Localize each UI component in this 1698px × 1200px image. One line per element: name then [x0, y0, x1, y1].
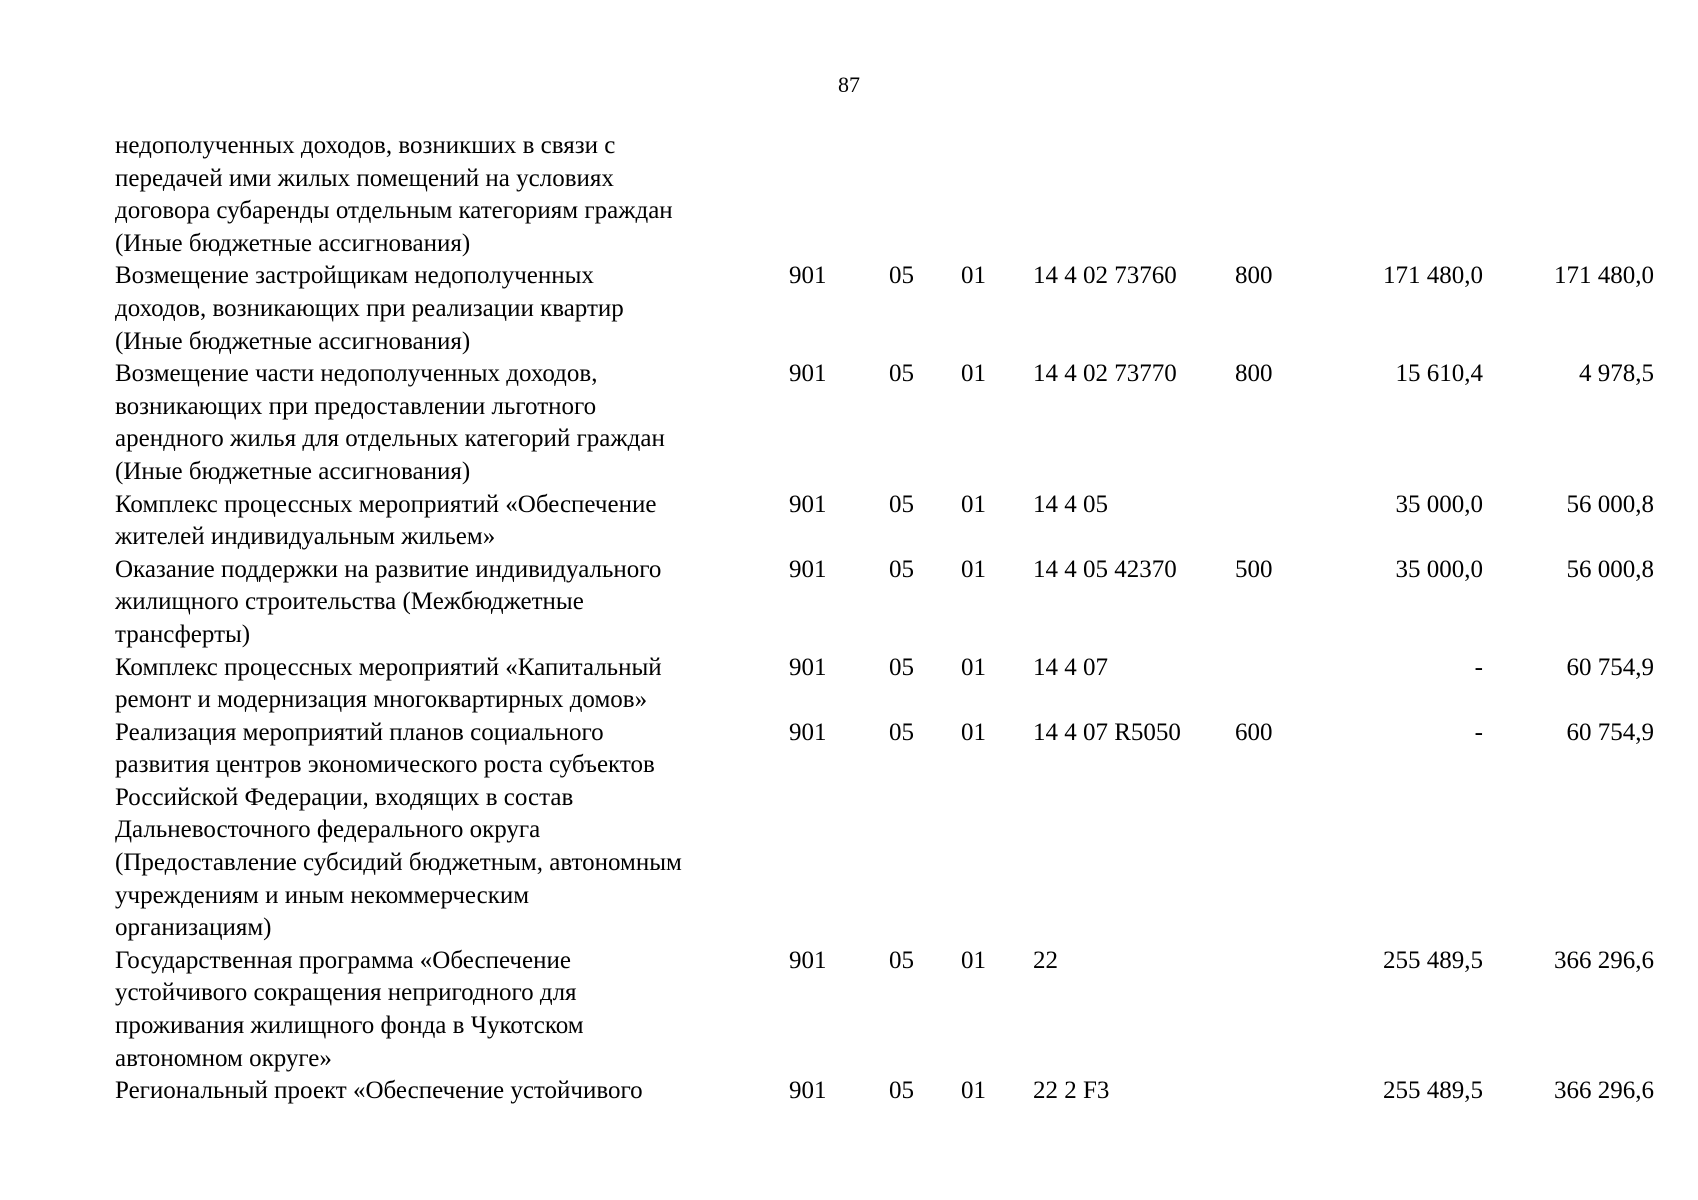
description-line: Возмещение застройщикам недополученных — [115, 262, 594, 290]
section-code-cell: 05 — [889, 946, 914, 974]
description-line: Региональный проект «Обеспечение устойчивого — [115, 1077, 643, 1105]
target-article-cell: 14 4 02 73760 — [1033, 262, 1177, 290]
description-line: ремонт и модернизация многоквартирных домов» — [115, 686, 648, 714]
section-code-cell: 05 — [889, 555, 914, 583]
section-code-cell: 05 — [889, 718, 914, 746]
table-row — [0, 717, 1698, 945]
expense-description-cell — [115, 260, 785, 358]
subsection-code-cell: 01 — [961, 360, 986, 388]
amount-year1-cell: 15 610,4 — [1395, 360, 1483, 388]
grbs-code-cell: 901 — [789, 360, 827, 388]
expense-type-cell: 500 — [1235, 555, 1273, 583]
description-line: Дальневосточного федерального округа — [115, 816, 541, 844]
expense-description-cell — [115, 717, 785, 945]
grbs-code-cell: 901 — [789, 555, 827, 583]
amount-year1-cell: 255 489,5 — [1383, 1077, 1483, 1105]
expense-description-cell — [115, 489, 785, 554]
description-line: возникающих при предоставлении льготного — [115, 392, 597, 420]
description-line: организациям) — [115, 914, 272, 942]
target-article-cell: 22 2 F3 — [1033, 1077, 1110, 1105]
description-line: Возмещение части недополученных доходов, — [115, 360, 598, 388]
table-row — [0, 554, 1698, 652]
amount-year1-cell: 35 000,0 — [1395, 555, 1483, 583]
subsection-code-cell: 01 — [961, 946, 986, 974]
target-article-cell: 14 4 07 — [1033, 653, 1108, 681]
description-line: учреждениям и иным некоммерческим — [115, 881, 530, 909]
grbs-code-cell: 901 — [789, 718, 827, 746]
description-line: Реализация мероприятий планов социального — [115, 718, 604, 746]
description-line: Комплекс процессных мероприятий «Обеспечение — [115, 490, 657, 518]
target-article-cell: 22 — [1033, 946, 1058, 974]
description-line: жилищного строительства (Межбюджетные — [115, 588, 584, 616]
budget-table — [0, 130, 1698, 1108]
grbs-code-cell: 901 — [789, 1077, 827, 1105]
subsection-code-cell: 01 — [961, 262, 986, 290]
section-code-cell: 05 — [889, 1077, 914, 1105]
amount-year1-cell: 171 480,0 — [1383, 262, 1483, 290]
description-line: развития центров экономического роста субъектов — [115, 751, 655, 779]
expense-description-cell — [115, 130, 785, 260]
description-line: (Иные бюджетные ассигнования) — [115, 457, 471, 485]
description-line: Государственная программа «Обеспечение — [115, 946, 571, 974]
description-line: устойчивого сокращения непригодного для — [115, 979, 577, 1007]
grbs-code-cell: 901 — [789, 946, 827, 974]
description-line: Российской Федерации, входящих в состав — [115, 783, 574, 811]
description-line: доходов, возникающих при реализации квартир — [115, 294, 624, 322]
amount-year2-cell: 171 480,0 — [1554, 262, 1654, 290]
expense-description-cell — [115, 945, 785, 1075]
description-line: передачей ими жилых помещений на условиях — [115, 164, 614, 192]
amount-year2-cell: 366 296,6 — [1554, 1077, 1654, 1105]
section-code-cell: 05 — [889, 653, 914, 681]
amount-year1-cell: 255 489,5 — [1383, 946, 1483, 974]
table-row — [0, 358, 1698, 488]
amount-year2-cell: 60 754,9 — [1566, 653, 1654, 681]
expense-type-cell: 800 — [1235, 262, 1273, 290]
amount-year1-cell: - — [1474, 653, 1483, 681]
amount-year2-cell: 366 296,6 — [1554, 946, 1654, 974]
subsection-code-cell: 01 — [961, 718, 986, 746]
expense-description-cell — [115, 652, 785, 717]
description-line: Комплекс процессных мероприятий «Капитальный — [115, 653, 662, 681]
description-line: жителей индивидуальным жильем» — [115, 523, 496, 551]
expense-description-cell — [115, 358, 785, 488]
amount-year2-cell: 56 000,8 — [1566, 490, 1654, 518]
expense-description-cell — [115, 554, 785, 652]
table-row — [0, 260, 1698, 358]
amount-year1-cell: - — [1474, 718, 1483, 746]
expense-description-cell — [115, 1075, 785, 1108]
table-row — [0, 1075, 1698, 1108]
amount-year2-cell: 56 000,8 — [1566, 555, 1654, 583]
subsection-code-cell: 01 — [961, 1077, 986, 1105]
subsection-code-cell: 01 — [961, 555, 986, 583]
target-article-cell: 14 4 07 R5050 — [1033, 718, 1181, 746]
amount-year1-cell: 35 000,0 — [1395, 490, 1483, 518]
target-article-cell: 14 4 05 — [1033, 490, 1108, 518]
table-row — [0, 489, 1698, 554]
table-row — [0, 652, 1698, 717]
description-line: Оказание поддержки на развитие индивидуального — [115, 555, 662, 583]
description-line: (Предоставление субсидий бюджетным, автономным — [115, 849, 682, 877]
description-line: договора субаренды отдельным категориям граждан — [115, 197, 673, 225]
subsection-code-cell: 01 — [961, 490, 986, 518]
description-line: трансферты) — [115, 620, 251, 648]
description-line: (Иные бюджетные ассигнования) — [115, 229, 471, 257]
description-line: (Иные бюджетные ассигнования) — [115, 327, 471, 355]
page-number: 87 — [838, 72, 860, 97]
table-row — [0, 130, 1698, 260]
description-line: недополученных доходов, возникших в связи с — [115, 132, 616, 159]
amount-year2-cell: 60 754,9 — [1566, 718, 1654, 746]
description-line: арендного жилья для отдельных категорий граждан — [115, 425, 665, 453]
description-line: автономном округе» — [115, 1044, 332, 1072]
grbs-code-cell: 901 — [789, 490, 827, 518]
section-code-cell: 05 — [889, 262, 914, 290]
expense-type-cell: 800 — [1235, 360, 1273, 388]
grbs-code-cell: 901 — [789, 653, 827, 681]
section-code-cell: 05 — [889, 490, 914, 518]
target-article-cell: 14 4 05 42370 — [1033, 555, 1177, 583]
section-code-cell: 05 — [889, 360, 914, 388]
target-article-cell: 14 4 02 73770 — [1033, 360, 1177, 388]
expense-type-cell: 600 — [1235, 718, 1273, 746]
grbs-code-cell: 901 — [789, 262, 827, 290]
table-row — [0, 945, 1698, 1075]
amount-year2-cell: 4 978,5 — [1579, 360, 1654, 388]
subsection-code-cell: 01 — [961, 653, 986, 681]
description-line: проживания жилищного фонда в Чукотском — [115, 1012, 584, 1040]
